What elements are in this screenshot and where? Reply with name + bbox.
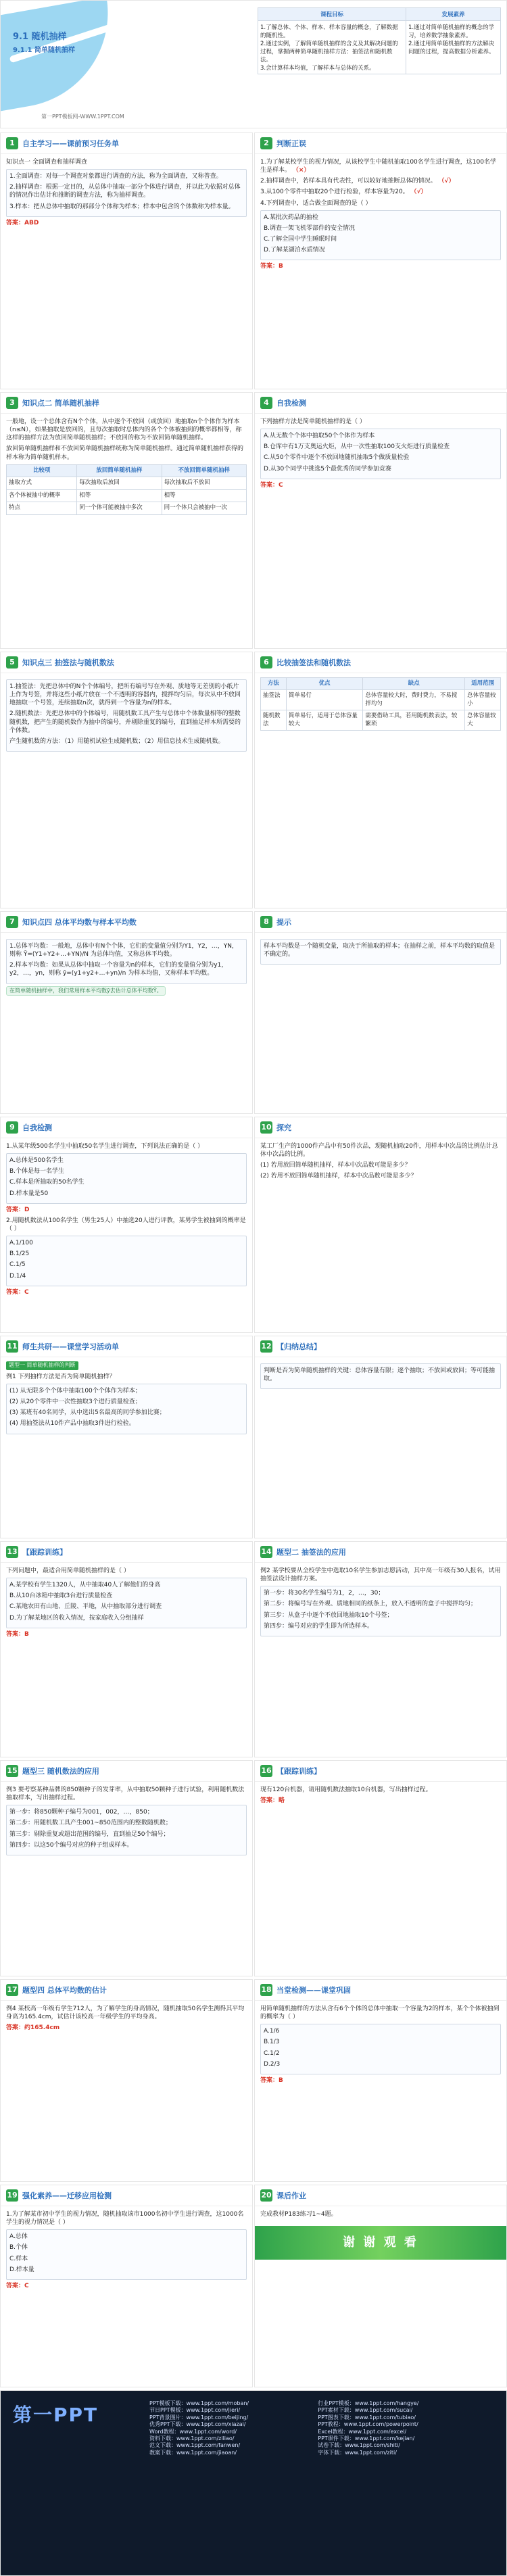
slide-title: 探究: [276, 1123, 291, 1132]
goals-header-right: 发展素养: [406, 8, 500, 21]
slide-content: [255, 1782, 506, 1812]
slide-header: [1, 2185, 252, 2206]
table-cell: 同一个体只会被抽中一次: [162, 502, 246, 514]
footer-links-left: [149, 2400, 316, 2456]
slide-11-left: [0, 2185, 253, 2387]
footer-link[interactable]: 字体下载：www.1ppt.com/ziti/: [318, 2449, 397, 2456]
choice: B.调查一架飞机零部件的安全情况: [264, 224, 356, 232]
slide-number: 7: [6, 916, 18, 928]
hint-box: [260, 939, 501, 965]
footer-link[interactable]: 范文下载：www.1ppt.com/fanwen/: [149, 2442, 241, 2449]
table-header: 不放回简单随机抽样: [162, 464, 246, 477]
answer-text: 答案：B: [260, 2076, 283, 2084]
q-answer: （√）: [410, 189, 427, 196]
slide-content: [1, 1138, 252, 1303]
table-cell: 每次抽取后不放回: [162, 477, 246, 489]
text-block: 某工厂生产的1000件产品中有50件次品，现随机抽取20件，用样本中次品的比例估计总体中次品的比例。: [260, 1143, 498, 1159]
slide-header: [1, 1336, 252, 1357]
text-block: 1.抽签法：先把总体中的N个个体编号，把所有编号写在外观、质地等无差别的小纸片上作为号签，并将这些小纸片放在一个不透明的容器内，搅拌均匀后，每次从中不放回地抽取一个号签，连续抽取n次，就得到一个容量为n的样本。: [9, 683, 241, 707]
table-cell: 抽取方式: [7, 477, 77, 489]
choice: D.了解某湖泊水质情况: [264, 247, 325, 254]
table-header: 放回简单随机抽样: [77, 464, 162, 477]
slide-number: 16: [260, 1765, 272, 1777]
table-cell: 同一个体可能被抽中多次: [77, 502, 162, 514]
q-text: 3.从100个零件中抽取20个进行检验，样本容量为20。: [260, 189, 409, 196]
table-row: [7, 489, 247, 502]
slide-content: [1, 2001, 252, 2039]
text-block: 放回简单随机抽样和不放回简单随机抽样统称为简单随机抽样。通过简单随机抽样获得的样本称为简单随机样本。: [6, 445, 244, 461]
slide-number: 18: [260, 1984, 272, 1996]
slide-content: [1, 2206, 252, 2297]
slide-2-right: [254, 132, 507, 389]
example-text: 例1 下列抽样方法是否为简单随机抽样？: [6, 1373, 116, 1380]
choice: B.个体是每一名学生: [9, 1168, 65, 1175]
choice: C.从50个零件中逐个不放回地随机抽取5个做质量检验: [264, 454, 410, 462]
slide-5-left: [0, 911, 253, 1114]
steps-box: [6, 1805, 247, 1855]
slide-3-right: [254, 392, 507, 649]
text-block: (1) 若用放回简单随机抽样，样本中次品数可能是多少？: [260, 1162, 411, 1169]
table-row: [261, 690, 501, 710]
slide-title: 题型二 抽签法的应用: [276, 1548, 346, 1557]
comparison-table: [6, 464, 247, 515]
slide-title: 强化素养——迁移应用检测: [22, 2191, 112, 2200]
choice: A.1/6: [264, 2028, 280, 2035]
slide-number: 10: [260, 1121, 272, 1134]
slide-header: [255, 393, 506, 414]
choice: A.总体是500名学生: [9, 1157, 64, 1165]
step: 第二步：用随机数工具产生001~850范围内的整数随机数；: [9, 1820, 172, 1827]
slide-content: [255, 414, 506, 496]
question-text: 下列问题中，最适合用简单随机抽样的是（ ）: [6, 1568, 130, 1574]
slide-6-right: [254, 1117, 507, 1333]
answer-text: 答案：C: [6, 1288, 29, 1296]
thanks-text: 谢 谢 观 看: [343, 2235, 418, 2250]
slide-number: 13: [6, 1546, 18, 1558]
choice: A.1/100: [9, 1240, 33, 1247]
qualities-cell: [406, 21, 500, 74]
slide-title: 课后作业: [276, 2191, 306, 2200]
slide-number: 6: [260, 656, 272, 669]
answer-text: 答案：ABD: [6, 219, 39, 226]
slide-number: 14: [260, 1546, 272, 1558]
table-cell: 相等: [77, 489, 162, 502]
text-block: 一般地，设一个总体含有N个个体，从中逐个不放回（或放回）地抽取n个个体作为样本（n≤N），如果抽取是放回的，且每次抽取时总体内的各个个体被抽到的概率都相等，称这样的抽样方法为放回简单随机抽样；不放回的称为不放回简单随机抽样。: [6, 418, 242, 442]
choice: D.为了解某地区的收入情况，按家庭收入分组抽样: [9, 1614, 144, 1622]
slide-8-left: [0, 1541, 253, 1757]
question-text: 4.下列调查中，适合做全面调查的是（ ）: [260, 199, 372, 207]
footer-link[interactable]: PPT教程：www.1ppt.com/powerpoint/: [318, 2421, 418, 2428]
row-8: [0, 1541, 507, 1757]
question-text: [260, 188, 501, 196]
slide-content: [1, 414, 252, 519]
table-cell: 需要借助工具，若用随机数表法，较繁琐: [363, 710, 465, 731]
text-box: [6, 169, 247, 217]
answer-text: 答案：略: [260, 1797, 285, 1805]
slide-title: 知识点三 抽签法与随机数法: [22, 658, 114, 667]
slide-header: [1, 1761, 252, 1782]
choice: C.1/5: [9, 1261, 26, 1269]
title-slide: [0, 0, 507, 128]
choice: C.某地农田有山地、丘陵、平地，从中抽取部分进行调查: [9, 1603, 162, 1611]
text-block: 产生随机数的方法：（1）用随机试验生成随机数；（2）用信息技术生成随机数。: [9, 737, 224, 745]
table-row: [261, 710, 501, 731]
slide-7-left: [0, 1336, 253, 1538]
goals-cell: [258, 21, 406, 74]
slide-content: [255, 1563, 506, 1643]
table-cell: 特点: [7, 502, 77, 514]
goals-table-grid: [258, 7, 501, 74]
slide-header: [255, 1336, 506, 1357]
slide-4-right: [254, 652, 507, 908]
text-block: 2.随机数法：先把总体中的个体编号，用随机数工具产生与总体中个体数量相等的整数随机数，把产生的随机数作为抽中的编号，并剔除重复的编号，直到抽足样本所需要的个体数。: [9, 710, 241, 734]
slide-7-right: [254, 1336, 507, 1538]
question-text: 用简单随机抽样的方法从含有6个个体的总体中抽取一个容量为2的样本，某个个体被抽到的概率为（ ）: [260, 2006, 500, 2021]
slide-number: 15: [6, 1765, 18, 1777]
goal-item: 1.了解总体、个体、样本、样本容量的概念，了解数据的随机性。: [260, 24, 398, 39]
quality-item: 2.通过用简单随机抽样的方法解决问题的过程，提高数据分析素养。: [408, 41, 495, 55]
method-table: [260, 677, 501, 731]
choice: B.1/3: [264, 2039, 280, 2046]
text-block: 样本平均数是一个随机变量，取决于所抽取的样本；在抽样之前，样本平均数的取值是不确定的。: [264, 943, 496, 958]
choices-box: [6, 2229, 247, 2280]
slide-title: 师生共研——课堂学习活动单: [22, 1342, 119, 1351]
slide-content: [1, 1563, 252, 1645]
table-cell: 总体容量较大: [465, 710, 501, 731]
slide-5-right: [254, 911, 507, 1114]
answer-text: 答案：约165.4cm: [6, 2024, 60, 2032]
list-item: (3) 某班有40名同学，从中选出5名最高的同学参加比赛；: [9, 1409, 166, 1417]
footer-links-right: [318, 2400, 485, 2456]
choice: D.从30个同学中挑选5个最优秀的同学参加竞赛: [264, 465, 391, 472]
quality-item: 1.通过对简单随机抽样的概念的学习，培养数学抽象素养。: [408, 24, 495, 39]
footer-link[interactable]: PPT背景图片：www.1ppt.com/beijing/: [149, 2414, 249, 2421]
slide-content: [255, 2206, 506, 2225]
question-text: 2.用随机数法从100名学生（男生25人）中抽选20人进行评教，某男学生被抽到的概率是（ ）: [6, 1217, 246, 1232]
slide-header: [255, 1980, 506, 2001]
choices-box: [6, 1578, 247, 1628]
step: 第四步：编号对应的学生即为所选样本。: [264, 1622, 374, 1630]
slide-header: [1, 393, 252, 414]
text-block: 2.样本平均数：如果从总体中抽取一个容量为n的样本，它们的变量值分别为y1，y2，…，yn，则称 ȳ=(y1+y2+…+yn)/n 为样本均值，又称样本平均数。: [9, 962, 228, 977]
footer-link[interactable]: PPT图表下载：www.1ppt.com/tubiao/: [318, 2414, 416, 2421]
footer-link[interactable]: 优秀PPT下载：www.1ppt.com/xiazai/: [149, 2421, 246, 2428]
slide-11-right: [254, 2185, 507, 2387]
row-4: [0, 652, 507, 908]
choice: D.2/3: [264, 2060, 281, 2068]
footer-link[interactable]: 教案下载：www.1ppt.com/jiaoan/: [149, 2449, 237, 2456]
list-item: (4) 用抽签法从10件产品中抽取3件进行检验。: [9, 1420, 135, 1428]
slide-title: 题型三 随机数法的应用: [22, 1767, 99, 1776]
choices-box: [260, 2024, 501, 2074]
choice: B.个体: [9, 2244, 28, 2252]
row-9: [0, 1760, 507, 1976]
goal-item: 3.会计算样本均值，了解样本与总体的关系。: [260, 65, 375, 72]
slide-number: 1: [6, 137, 18, 149]
slide-number: 9: [6, 1121, 18, 1134]
row-11: [0, 2185, 507, 2387]
step: 第一步：将30名学生编号为1，2，…，30；: [264, 1590, 385, 1597]
note-tag: 在简单随机抽样中，我们常用样本平均数ȳ去估计总体平均数Ȳ。: [6, 986, 166, 996]
row-1: [0, 0, 507, 128]
answer-text: 答案：B: [260, 263, 283, 270]
text-block: 1.全面调查：对每一个调查对象都进行调查的方法，称为全面调查，又称普查。: [9, 173, 222, 180]
row-7: [0, 1336, 507, 1538]
table-cell: 抽签法: [261, 690, 287, 710]
text-block: 判断是否为简单随机抽样的关键：总体容量有限；逐个抽取；不放回或放回；等可能抽取。: [264, 1367, 496, 1383]
choice: D.样本量: [9, 2266, 34, 2273]
goals-table: [258, 7, 501, 74]
answer-text: 答案：B: [6, 1630, 29, 1638]
table-cell: 简单易行: [286, 690, 363, 710]
slide-title: 提示: [276, 918, 291, 927]
table-header: 优点: [286, 678, 363, 690]
choice: D.样本量是50: [9, 1190, 49, 1197]
table-header: 缺点: [363, 678, 465, 690]
slide-title: 【跟踪训练】: [22, 1548, 67, 1557]
table-cell: 总体容量较大时，费时费力，不易搅拌均匀: [363, 690, 465, 710]
slide-content: [1, 1357, 252, 1440]
table-cell: 总体容量较小: [465, 690, 501, 710]
table-header: 适用范围: [465, 678, 501, 690]
row-5: [0, 911, 507, 1114]
step: 第二步：将编号写在外观、质地相同的纸条上，放入不透明的盒子中搅拌均匀；: [264, 1601, 477, 1608]
slide-title: 知识点二 简单随机抽样: [22, 399, 99, 408]
row-10: [0, 1979, 507, 2182]
footer-slide: [0, 2390, 507, 2576]
slide-header: [255, 1117, 506, 1138]
goal-item: 2.通过实例，了解简单随机抽样的含义及其解决问题的过程，掌握两种简单随机抽样方法：抽签法和随机数法。: [260, 41, 398, 64]
choices-box: [260, 210, 501, 261]
choice: B.仓库中有1万支奥运火炬，从中一次性抽取100支火炬进行质量检查: [264, 443, 450, 451]
section-title: 9.1 随机抽样: [13, 32, 67, 42]
slide-9-left: [0, 1760, 253, 1976]
slide-title: 自我检测: [276, 399, 306, 408]
slide-title: 自主学习——课前预习任务单: [22, 139, 119, 148]
footer-link[interactable]: Word教程：www.1ppt.com/word/: [149, 2428, 237, 2435]
items-box: [6, 1384, 247, 1434]
slide-number: 11: [6, 1340, 18, 1353]
subsection-title: 9.1.1 简单随机抽样: [13, 47, 75, 54]
footer-link[interactable]: PPT课件下载：www.1ppt.com/kejian/: [318, 2435, 415, 2441]
slide-header: [1, 133, 252, 154]
table-cell: 简单易行，适用于总体容量较大: [286, 710, 363, 731]
slide-number: 8: [260, 916, 272, 928]
slide-content: [255, 1357, 506, 1395]
slide-number: 19: [6, 2189, 18, 2202]
footer-link[interactable]: 试卷下载：www.1ppt.com/shiti/: [318, 2442, 400, 2449]
choice: A.某批次药品的抽检: [264, 214, 318, 221]
q-text: 2.抽样调查中，若样本具有代表性，可以较好地推断总体的情况。: [260, 178, 437, 185]
slide-header: [1, 912, 252, 933]
list-item: (1) 从无限多个个体中抽取100个个体作为样本；: [9, 1387, 141, 1394]
text-box: [6, 939, 247, 984]
slide-content: [1, 154, 252, 234]
slide-2-left: [0, 132, 253, 389]
slide-header: [1, 1117, 252, 1138]
question-text: [260, 158, 501, 174]
footer-link[interactable]: PPT素材下载：www.1ppt.com/sucai/: [318, 2407, 413, 2414]
choice: C.样本: [9, 2255, 28, 2262]
slide-header: [1, 652, 252, 673]
choice: C.了解全国中学生睡眠时间: [264, 235, 337, 243]
choice: C.1/2: [264, 2049, 280, 2057]
choice: A.从无数个个体中抽取50个个体作为样本: [264, 433, 375, 440]
choice: B.从10台冰箱中抽取3台进行质量检查: [9, 1593, 113, 1600]
footer-logo: 第一PPT: [13, 2404, 99, 2426]
example-text: 例2 某学校要从全校学生中选取10名学生参加志愿活动，其中高一年级有30人报名，试用抽签法设计抽样方案。: [260, 1568, 501, 1583]
row-2: [0, 132, 507, 389]
slide-content: [255, 673, 506, 735]
q-text: 1.为了解某校学生的视力情况，从该校学生中随机抽取100名学生进行调查，这100名学生是样本。: [260, 159, 496, 174]
question-text: 1.为了解某市初中学生的视力情况，随机抽取该市1000名初中学生进行调查，这1000名学生的视力情况是（ ）: [6, 2211, 244, 2227]
site-url: 第一PPT模板网-WWW.1PPT.COM: [41, 114, 124, 120]
slide-header: [1, 1980, 252, 2001]
slide-9-right: [254, 1760, 507, 1976]
slide-number: 12: [260, 1340, 272, 1353]
slide-number: 5: [6, 656, 18, 669]
slide-header: [255, 2185, 506, 2206]
slide-title: 【跟踪训练】: [276, 1767, 321, 1776]
choice: A.总体: [9, 2233, 28, 2241]
table-cell: 各个体被抽中的概率: [7, 489, 77, 502]
table-row: [7, 477, 247, 489]
step: 第三步：从盒子中逐个不放回地抽取10个号签；: [264, 1611, 393, 1619]
footer-link[interactable]: 节日PPT模板：www.1ppt.com/jieri/: [149, 2407, 241, 2414]
table-cell: 每次抽取后放回: [77, 477, 162, 489]
slide-content: [1, 1782, 252, 1862]
answer-text: 答案：D: [6, 1206, 30, 1213]
slide-header: [255, 912, 506, 933]
slide-title: 判断正误: [276, 139, 306, 148]
slide-title: 当堂检测——课堂巩固: [276, 1986, 351, 1995]
slide-header: [255, 1542, 506, 1563]
choice: D.1/4: [9, 1272, 26, 1280]
slide-content: [255, 933, 506, 971]
text-block: 完成教材P183练习1~4题。: [260, 2211, 337, 2218]
slide-title: 知识点四 总体平均数与样本平均数: [22, 918, 137, 927]
table-cell: 随机数法: [261, 710, 287, 731]
step: 第一步：将850颗种子编号为001，002，…，850；: [9, 1809, 153, 1816]
text-block: 1.总体平均数：一般地，总体中有N个个体，它们的变量值分别为Y1，Y2，…，YN，则称 Ȳ=(Y1+Y2+…+YN)/N 为总体均值，又称总体平均数。: [9, 943, 238, 958]
slide-10-right: [254, 1979, 507, 2182]
goals-header-left: 课程目标: [258, 8, 406, 21]
text-block: (2) 若用不放回简单随机抽样，样本中次品数可能是多少？: [260, 1173, 417, 1180]
example-text: 例4 某校高一年级有学生712人，为了解学生的身高情况，随机抽取50名学生测得其平均身高为165.4cm，试估计该校高一年级学生的平均身高。: [6, 2006, 245, 2021]
slide-header: [255, 1761, 506, 1782]
slide-title: 自我检测: [22, 1123, 52, 1132]
step: 第四步：以这50个编号对应的种子组成样本。: [9, 1841, 133, 1849]
choice: A.某学校有学生1320人，从中抽取40人了解他们的身高: [9, 1582, 161, 1589]
choices-box: [260, 429, 501, 479]
example-text: 例3 要考察某种品牌的850颗种子的发芽率，从中抽取50颗种子进行试验，利用随机数法抽取样本，写出抽样过程。: [6, 1787, 245, 1802]
table-header: 比较项: [7, 464, 77, 477]
slide-number: 17: [6, 1984, 18, 1996]
summary-box: [260, 1363, 501, 1389]
slide-content: [255, 154, 506, 277]
slide-number: 4: [260, 397, 272, 409]
text-block: 3.样本：把从总体中抽取的那部分个体称为样本；样本中包含的个体数称为样本量。: [9, 203, 235, 210]
table-cell: 相等: [162, 489, 246, 502]
slide-header: [255, 652, 506, 673]
text-block: 2.抽样调查：根据一定目的，从总体中抽取一部分个体进行调查，并以此为依据对总体的情况作出估计和推断的调查方法，称为抽样调查。: [9, 184, 241, 199]
question-text: 现有120台机器，请用随机数法抽取10台机器，写出抽样过程。: [260, 1787, 432, 1793]
q-answer: （×）: [292, 167, 310, 174]
choices-box: [6, 1236, 247, 1286]
slide-header: [1, 1542, 252, 1563]
slide-title: 题型四 总体平均数的估计: [22, 1986, 107, 1995]
table-header: 方法: [261, 678, 287, 690]
step: 第三步：剔除重复或超出范围的编号，直到抽足50个编号；: [9, 1830, 170, 1838]
slide-6-left: [0, 1117, 253, 1333]
slide-3-left: [0, 392, 253, 649]
slide-content: [255, 1138, 506, 1188]
slide-title: 比较抽签法和随机数法: [276, 658, 351, 667]
slide-header: [255, 133, 506, 154]
footer-links: [149, 2400, 497, 2456]
table-row: [7, 502, 247, 514]
q-answer: （√）: [438, 178, 455, 185]
row-footer: [0, 2390, 507, 2576]
choice: C.样本是所抽取的50名学生: [9, 1179, 84, 1186]
footer-link[interactable]: 资料下载：www.1ppt.com/ziliao/: [149, 2435, 235, 2441]
slide-title: 【归纳总结】: [276, 1342, 321, 1351]
question-text: 下列抽样方法是简单随机抽样的是（ ）: [260, 418, 366, 425]
slide-number: 2: [260, 137, 272, 149]
footer-link[interactable]: PPT模板下载：www.1ppt.com/moban/: [149, 2400, 249, 2406]
answer-text: 答案：C: [6, 2282, 29, 2289]
row-6: [0, 1117, 507, 1333]
list-item: (2) 从20个零件中一次性抽取3个进行质量检查；: [9, 1399, 141, 1406]
slide-content: [1, 673, 252, 758]
choice: B.1/25: [9, 1250, 30, 1258]
question-text: 1.从某年级500名学生中抽取50名学生进行调查，下列说法正确的是（ ）: [6, 1143, 204, 1150]
slide-10-left: [0, 1979, 253, 2182]
question-text: [260, 177, 501, 185]
steps-box: [260, 1586, 501, 1636]
slide-4-left: [0, 652, 253, 908]
text-box: [6, 679, 247, 752]
slide-number: 3: [6, 397, 18, 409]
choices-box: [6, 1153, 247, 1204]
footer-link[interactable]: Excel教程：www.1ppt.com/excel/: [318, 2428, 407, 2435]
slide-content: [1, 933, 252, 1002]
answer-text: 答案：C: [260, 481, 283, 489]
footer-link[interactable]: 行业PPT模板：www.1ppt.com/hangye/: [318, 2400, 419, 2406]
row-3: [0, 392, 507, 649]
slide-number: 20: [260, 2189, 272, 2202]
slide-8-right: [254, 1541, 507, 1757]
topic-badge: 题型一 简单随机抽样的判断: [6, 1361, 78, 1370]
slide-content: [255, 2001, 506, 2091]
text-block: 知识点一 全面调查和抽样调查: [6, 159, 87, 166]
